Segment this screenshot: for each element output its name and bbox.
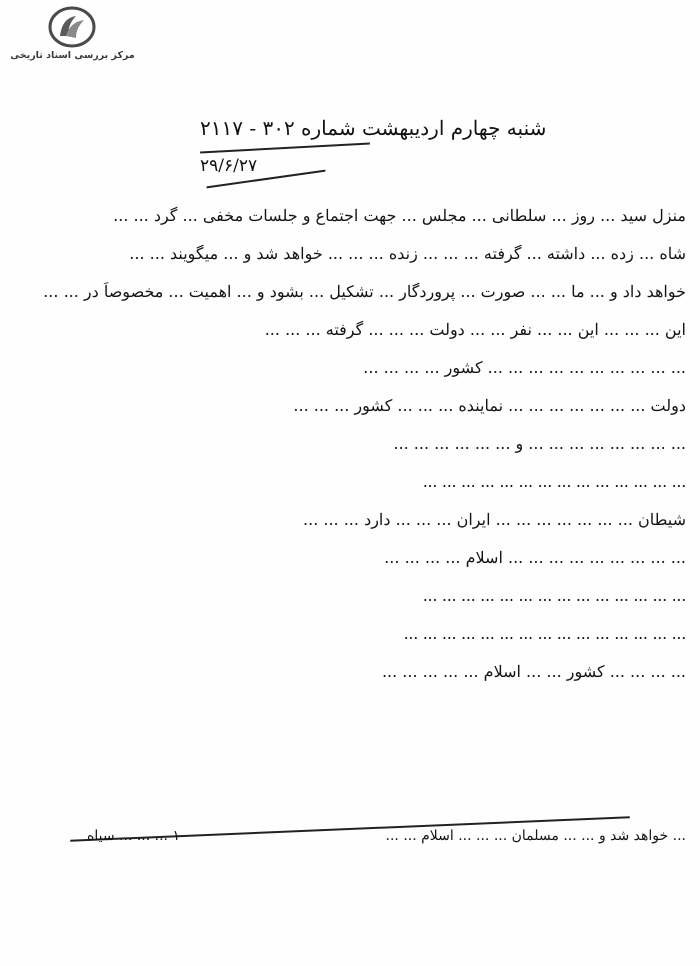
body-line: دولت ... ... ... ... ... ... ... نماینده ... ... ... کشور ... ... ... [293,396,686,415]
body-line: ... ... ... ... ... ... ... ... ... ... ... ... ... ... [422,472,686,491]
body-line: شیطان ... ... ... ... ... ... ... ایران ... ... ... دارد ... ... ... [303,510,686,529]
closing-line: ... خواهد شد و ... ... مسلمان ... ... ... اسلام ... ... [385,828,686,844]
document-date: ۲۹/۶/۲۷ [200,156,258,176]
body-line: ... ... ... ... کشور ... ... اسلام ... ... ... ... ... [381,662,686,681]
logo-text: مرکز بررسی اسناد تاریخی [10,50,135,61]
body-line: منزل سید ... روز ... سلطانی ... مجلس ... جهت اجتماع و جلسات مخفی ... گرد ... ... [113,206,686,225]
body-line: این ... ... ... این ... ... نفر ... ... دولت ... ... ... گرفته ... ... ... [264,320,686,339]
reference-underline [200,143,370,154]
body-line: ... ... ... ... ... ... ... ... ... ... ... ... ... ... [422,586,686,605]
reference-number: شنبه چهارم اردیبهشت شماره ۳۰۲ - ۲۱۱۷ [200,116,547,140]
signature: ۱ ... ... ... سیاه [87,828,180,844]
body-line: خواهد داد و ... ما ... ... صورت ... پروردگار ... تشکیل ... بشود و ... اهمیت ... مخصوصاً در ... ... [43,282,686,301]
body-line: ... ... ... ... ... ... ... ... و ... ... ... ... ... ... [393,434,686,453]
body-line: ... ... ... ... ... ... ... ... ... اسلام ... ... ... ... [384,548,686,567]
body-line: ... ... ... ... ... ... ... ... ... ... کشور ... ... ... ... [363,358,686,377]
body-line: ... ... ... ... ... ... ... ... ... ... ... ... ... ... ... [403,624,686,643]
document-header [0,0,700,200]
body-line: شاه ... زده ... داشته ... گرفته ... ... ... زنده ... ... ... خواهد شد و ... میگویند ... ... [129,244,686,263]
